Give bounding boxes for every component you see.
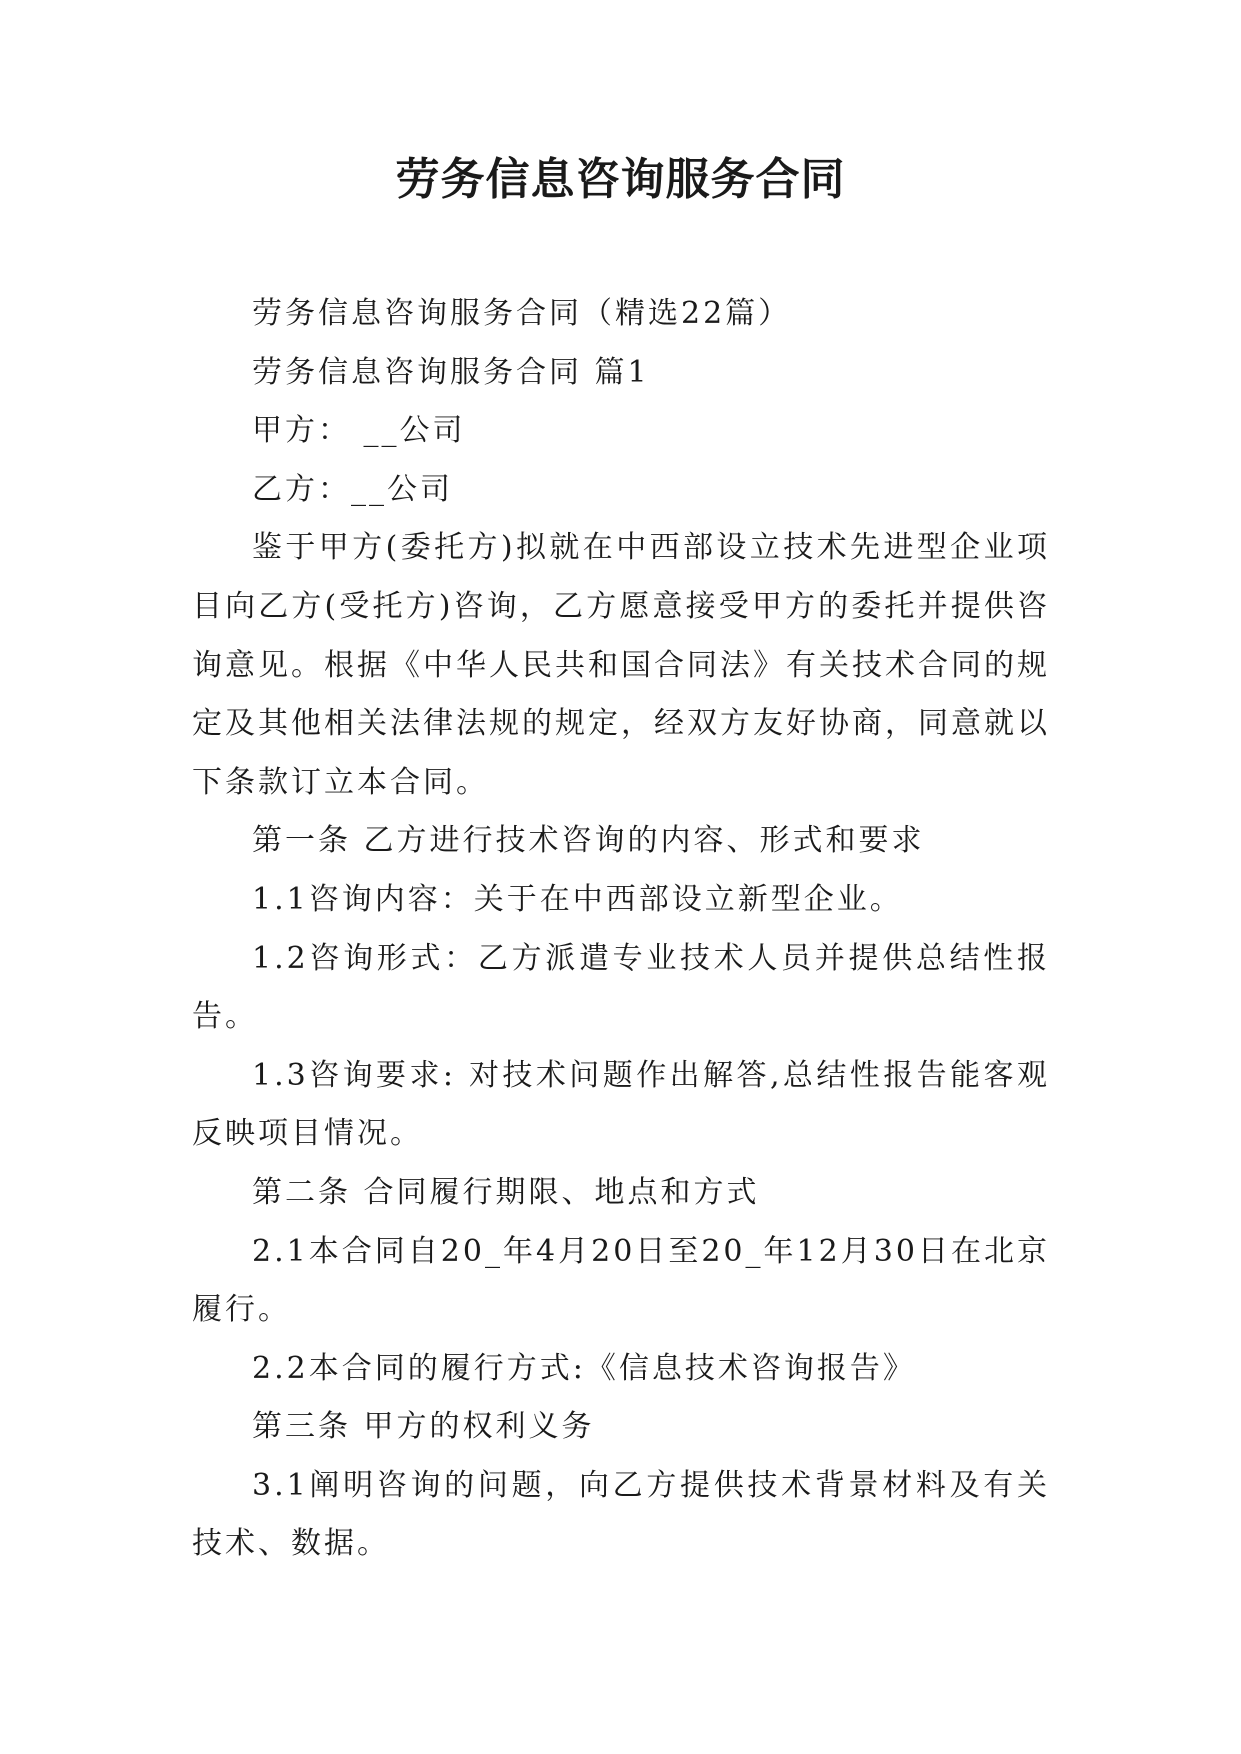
document-body <box>192 285 1050 1574</box>
paragraph-clause-2-1: 2.1本合同自20_年4月20日至20_年12月30日在北京履行。 <box>192 1233 1050 1328</box>
paragraph-article-1: 第一条 乙方进行技术咨询的内容、形式和要求 <box>252 823 925 859</box>
paragraph-party-b: 乙方：__公司 <box>252 471 453 507</box>
paragraph-party-a: 甲方： __公司 <box>252 413 466 449</box>
paragraph-clause-3-1: 3.1阐明咨询的问题，向乙方提供技术背景材料及有关技术、数据。 <box>192 1467 1050 1562</box>
paragraph-article-3: 第三条 甲方的权利义务 <box>252 1409 595 1445</box>
paragraph-clause-2-2: 2.2本合同的履行方式:《信息技术咨询报告》 <box>252 1350 916 1386</box>
paragraph-clause-1-3: 1.3咨询要求: 对技术问题作出解答,总结性报告能客观反映项目情况。 <box>192 1057 1050 1152</box>
paragraph-article-2: 第二条 合同履行期限、地点和方式 <box>252 1174 760 1210</box>
document-title: 劳务信息咨询服务合同 <box>395 154 846 205</box>
paragraph-subtitle: 劳务信息咨询服务合同（精选22篇） <box>252 296 792 331</box>
paragraph-section-heading: 劳务信息咨询服务合同 篇1 <box>252 354 650 390</box>
paragraph-clause-1-1: 1.1咨询内容：关于在中西部设立新型企业。 <box>252 881 903 917</box>
paragraph-clause-1-2: 1.2咨询形式：乙方派遣专业技术人员并提供总结性报告。 <box>192 940 1050 1035</box>
paragraph-preamble: 鉴于甲方(委托方)拟就在中西部设立技术先进型企业项目向乙方(受托方)咨询，乙方愿意接受甲方的委托并提供咨询意见。根据《中华人民共和国合同法》有关技术合同的规定及其他相关法律法规的规定，经双方友好协商，同意就以下条款订立本合同。 <box>192 530 1050 800</box>
